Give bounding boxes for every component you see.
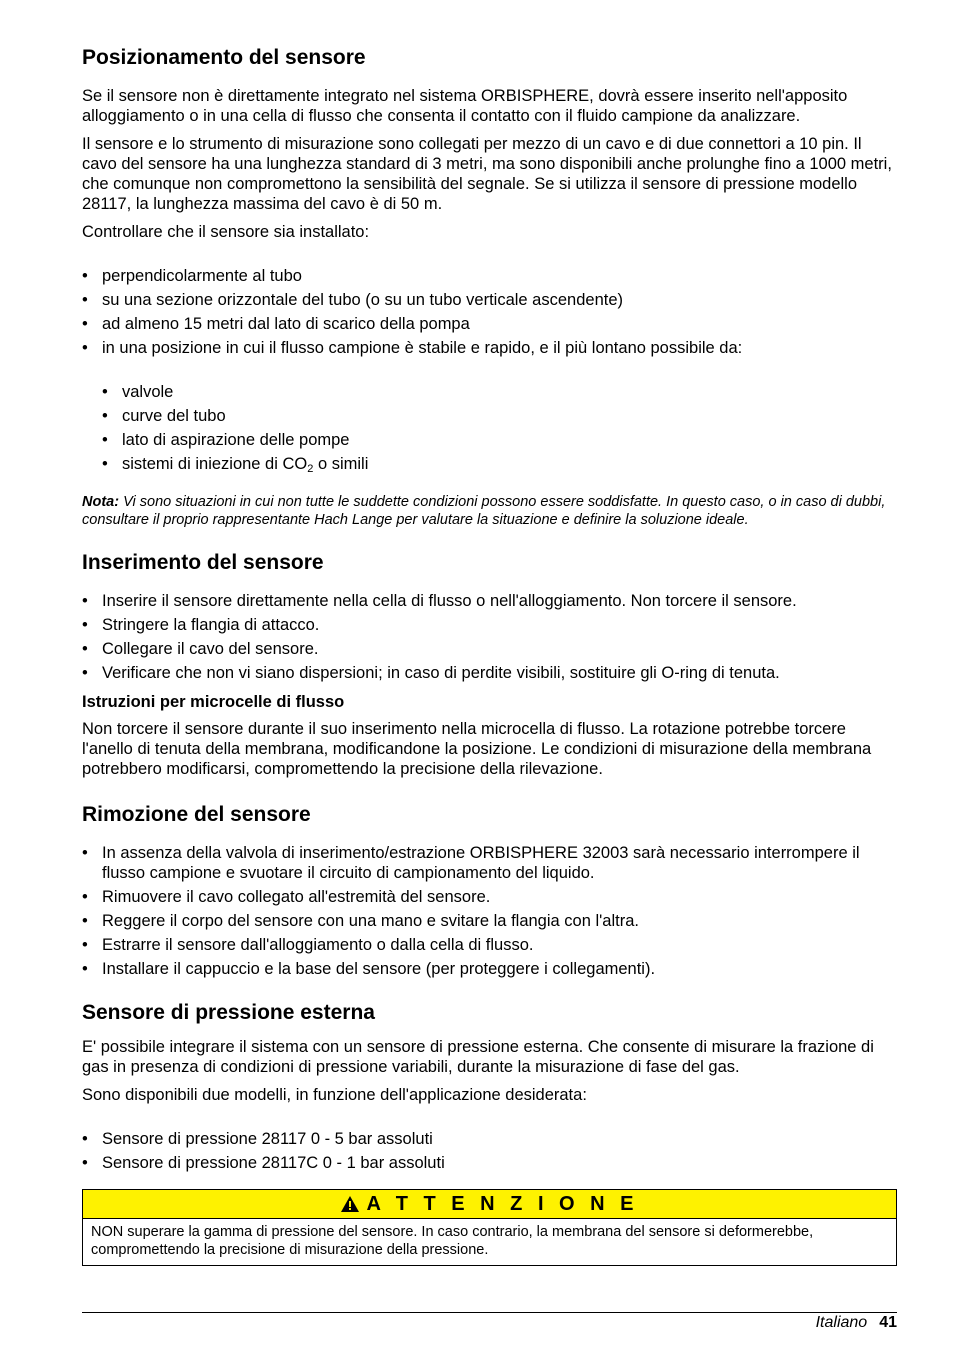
list-item: • Collegare il cavo del sensore. (82, 640, 319, 658)
paragraph: Non torcere il sensore durante il suo inserimento nella microcella di flusso. La rotazione potrebbe torcere l'anello di tenuta della membrana, modificandone la posizione. Le condizioni di misurazione della membrana potrebbero modificarsi, compromettendo la precisione della rilevazione. (82, 720, 872, 778)
list-item: • Reggere il corpo del sensore con una mano e svitare la flangia con l'altra. (82, 912, 639, 930)
list-item: • sistemi di iniezione di $CO_2$ o simili (102, 455, 369, 475)
list-item: • Inserire il sensore direttamente nella cella di flusso o nell'alloggiamento. Non torcere il sensore. (82, 592, 797, 610)
warning-title: A T T E N Z I O N E (366, 1192, 639, 1215)
paragraph: Controllare che il sensore sia installato: (82, 223, 370, 241)
warning-triangle-icon (340, 1195, 360, 1213)
list-item: • lato di aspirazione delle pompe (102, 431, 350, 449)
footer-rule (82, 1312, 897, 1313)
section-title-external-pressure: Sensore di pressione esterna (82, 1001, 375, 1024)
subsection-title-microcells: Istruzioni per microcelle di flusso (82, 693, 345, 711)
paragraph: Il sensore e lo strumento di misurazione sono collegati per mezzo di un cavo e di due connettori a 10 pin. Il cavo del sensore ha una lunghezza standard di 3 metri, ma sono disponibili anche prolunghe fino a 1000 metri, che comunque non compromettono la sensibilità del segnale. Se si utilizza il sensore di pressione modello 28117, la lunghezza massima del cavo è di 50 m. (82, 135, 892, 213)
list-item: • Estrarre il sensore dall'alloggiamento o dalla cella di flusso. (82, 936, 534, 954)
list-item: • Verificare che non vi siano dispersioni; in caso di perdite visibili, sostituire gli O-ring di tenuta. (82, 664, 780, 682)
section-title-insertion: Inserimento del sensore (82, 551, 324, 574)
list-item: • ad almeno 15 metri dal lato di scarico della pompa (82, 315, 470, 333)
section-title-positioning: Posizionamento del sensore (82, 46, 366, 69)
pressure-models-list (82, 1129, 897, 1173)
list-item: • In assenza della valvola di inserimento/estrazione ORBISPHERE 32003 sarà necessario interrompere il flusso campione e svuotare il circuito di campionamento del liquido. (82, 844, 860, 882)
list-item: • su una sezione orizzontale del tubo (o su un tubo verticale ascendente) (82, 291, 623, 309)
list-item: • in una posizione in cui il flusso campione è stabile e rapido, e il più lontano possibile da: (82, 339, 743, 357)
paragraph: Sono disponibili due modelli, in funzione dell'applicazione desiderata: (82, 1086, 587, 1104)
list-item: • Sensore di pressione 28117C 0 - 1 bar assoluti (82, 1154, 445, 1172)
page-content (82, 44, 897, 1266)
page-number: 41 (879, 1314, 897, 1331)
warning-header (83, 1190, 896, 1219)
installation-list (82, 266, 897, 358)
list-item: • perpendicolarmente al tubo (82, 267, 302, 285)
warning-text: NON superare la gamma di pressione del sensore. In caso contrario, la membrana del sensore si deformerebbe, compromettendo la precisione di misurazione della pressione. (91, 1224, 814, 1258)
warning-box (82, 1189, 897, 1266)
paragraph: Se il sensore non è direttamente integrato nel sistema ORBISPHERE, dovrà essere inserito nell'apposito alloggiamento o in una cella di flusso che consenta il contatto con il fluido campione da analizzare. (82, 87, 848, 125)
page-footer (816, 1313, 897, 1333)
footer-language: Italiano (815, 1314, 868, 1331)
insertion-list (82, 591, 897, 683)
section-title-removal: Rimozione del sensore (82, 803, 311, 826)
list-item: • curve del tubo (102, 407, 226, 425)
removal-list (82, 843, 897, 979)
list-item: • Stringere la flangia di attacco. (82, 616, 320, 634)
distance-sublist (102, 382, 897, 479)
list-item: • Rimuovere il cavo collegato all'estremità del sensore. (82, 888, 491, 906)
note: Nota: Vi sono situazioni in cui non tutte le suddette condizioni possono essere soddisfatte. In questo caso, o in caso di dubbi, consultare il proprio rappresentante Hach Lange per valutare la situazione e definire la soluzione ideale. (82, 494, 886, 528)
list-item: • valvole (102, 383, 174, 401)
list-item: • Sensore di pressione 28117 0 - 5 bar assoluti (82, 1130, 433, 1148)
list-item: • Installare il cappuccio e la base del sensore (per proteggere i collegamenti). (82, 960, 656, 978)
paragraph: E' possibile integrare il sistema con un sensore di pressione esterna. Che consente di misurare la frazione di gas in presenza di condizioni di pressione variabili, durante la misurazione di fase del gas. (82, 1038, 874, 1076)
